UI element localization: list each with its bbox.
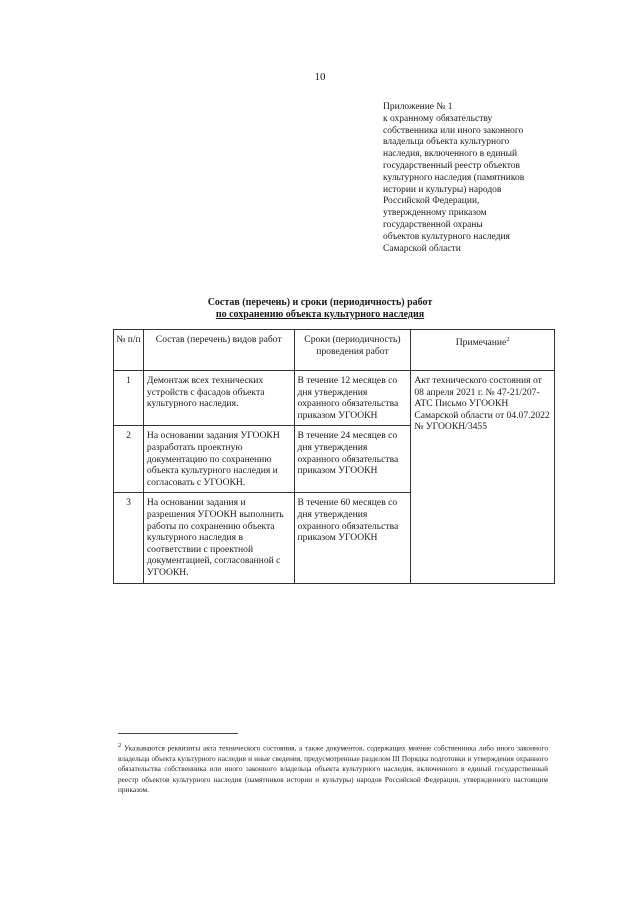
table-row — [114, 371, 555, 426]
row-num: 2 — [114, 426, 144, 493]
row-terms: В течение 24 месяцев со дня утверждения охранного обязательства приказом УГООКН — [294, 426, 411, 493]
row-terms: В течение 12 месяцев со дня утверждения охранного обязательства приказом УГООКН — [294, 371, 411, 426]
row-composition: Демонтаж всех технических устройств с фасадов объекта культурного наследия. — [143, 371, 294, 426]
header-terms: Сроки (периодичность) проведения работ — [294, 330, 411, 371]
appendix-line: наследия, включенного в единый — [383, 149, 518, 160]
header-note — [411, 330, 555, 371]
title-line-1: Состав (перечень) и сроки (периодичность) работ — [207, 297, 433, 308]
header-num: № п/п — [114, 330, 144, 371]
row-terms: В течение 60 месяцев со дня утверждения охранного обязательства приказом УГООКН — [294, 493, 411, 583]
appendix-line: объектов культурного наследия — [383, 231, 510, 242]
appendix-block — [383, 102, 593, 255]
works-table — [113, 329, 555, 584]
appendix-line: собственника или иного законного — [383, 125, 524, 136]
row-num: 3 — [114, 493, 144, 583]
footnote-text: Указываются реквизиты акта технического состояния, а также документов, содержащих мнение собственника либо иного законного владельца объекта культурного наследия и иные сведения, предусмотренные разделом III Порядка подготовки и утверждения охранного обязательства собственника или иного законного владельца объекта культурного наследия, включенного в единый государственный реестр объектов культурного наследия (памятников истории и культуры) народов Российской Федерации, утвержденного настоящим приказом. — [118, 743, 549, 795]
header-note-sup: 2 — [506, 336, 510, 343]
footnote-sup: 2 — [118, 742, 122, 749]
document-title — [0, 297, 640, 321]
row-num: 1 — [114, 371, 144, 426]
appendix-line: культурного наследия (памятников — [383, 172, 525, 183]
appendix-line: Самарской области — [383, 243, 461, 254]
row-composition: На основании задания и разрешения УГООКН выполнить работы по сохранению объекта культурного наследия в соответствии с проектной документацией, согласованной с УГООКН. — [143, 493, 294, 583]
appendix-line: истории и культуры) народов — [383, 184, 502, 195]
row-note: Акт технического состояния от 08 апреля 2021 г. № 47-21/207-АТС Письмо УГООКН Самарской области от 04.07.2022 № УГООКН/3455 — [411, 371, 555, 584]
table-header-row — [114, 330, 555, 371]
appendix-line: владельца объекта культурного — [383, 137, 510, 148]
appendix-line: утвержденному приказом — [383, 208, 487, 219]
appendix-line: государственный реестр объектов — [383, 160, 520, 171]
row-composition: На основании задания УГООКН разработать проектную документацию по сохранению объекта культурного наследия и согласовать с УГООКН. — [143, 426, 294, 493]
appendix-line: Российской Федерации, — [383, 196, 480, 207]
title-line-2: по сохранению объекта культурного наследия — [215, 309, 425, 320]
footnote-divider — [118, 733, 238, 734]
page-number: 10 — [314, 71, 326, 83]
header-note-label: Примечание — [455, 337, 507, 349]
header-composition: Состав (перечень) видов работ — [143, 330, 294, 371]
appendix-line: к охранному обязательству — [383, 113, 493, 124]
appendix-line: Приложение № 1 — [383, 102, 453, 112]
appendix-line: государственной охраны — [383, 219, 483, 230]
footnote — [118, 741, 548, 795]
